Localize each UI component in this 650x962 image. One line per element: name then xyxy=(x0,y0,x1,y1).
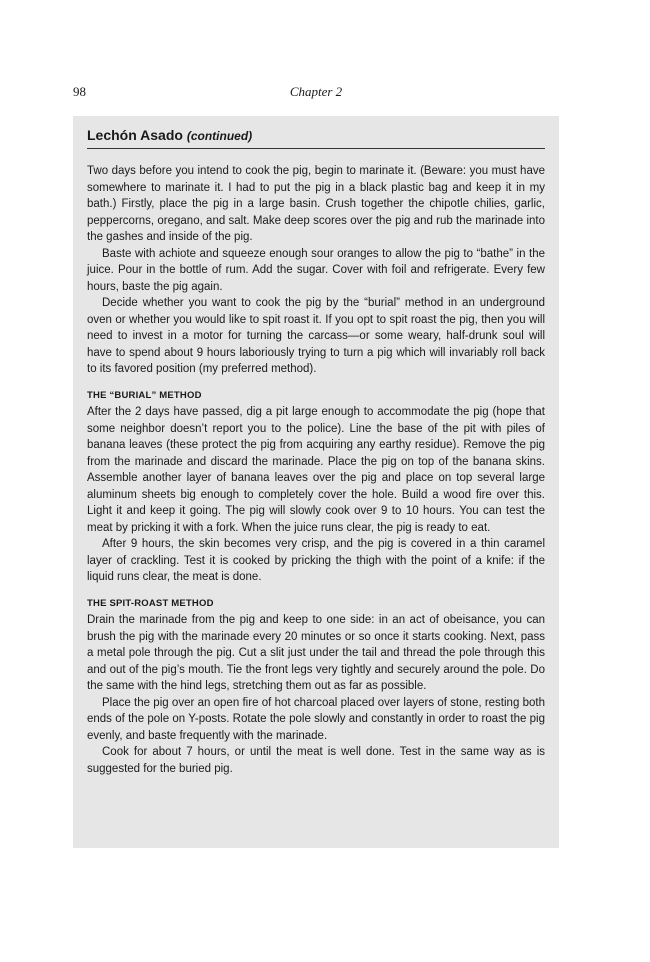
spit-paragraph-2: Place the pig over an open fire of hot charcoal placed over layers of stone, resting both ends of the pole on Y-posts. Rotate the pole slowly and constantly in order to roast the pig evenly, and baste frequently with the marinade. xyxy=(87,696,545,742)
section-gap xyxy=(87,378,545,388)
page-number: 98 xyxy=(73,84,86,99)
recipe-title-suffix: (continued) xyxy=(186,129,253,143)
spit-paragraph-3: Cook for about 7 hours, or until the meat is well done. Test in the same way as is suggested for the buried pig. xyxy=(87,746,545,775)
section-gap xyxy=(87,586,545,596)
chapter-label: Chapter 2 xyxy=(289,84,343,99)
burial-method-heading: THE “BURIAL” METHOD xyxy=(87,389,202,401)
recipe-title-text: Lechón Asado xyxy=(87,127,183,143)
burial-paragraph-2: After 9 hours, the skin becomes very crisp, and the pig is covered in a thin caramel layer of crackling. Test it is cooked by pricking the thigh with the point of a knife: if the liquid runs clear, the meat is done. xyxy=(87,538,545,583)
burial-paragraph-1: After the 2 days have passed, dig a pit large enough to accommodate the pig (hope that some neighbor doesn’t report you to the police). Line the base of the pit with piles of banana leaves (these protect the pig from acquiring any earthy residue). Remove the pig from the marinade and discard the marinade. Place the pig on top of the banana skins. Assemble another layer of banana leaves over the pig and place on top several large aluminum sheets big enough to completely cover the hole. Build a wood fire over this. Light it and keep it going. The pig will slowly cook over 9 to 10 hours. You can test the meat by pricking it with a fork. When the juice runs clear, the pig is ready to eat. xyxy=(87,406,545,534)
intro-paragraph-3: Decide whether you want to cook the pig by the “burial” method in an underground oven or whether you would like to spit roast it. If you opt to spit roast the pig, then you will need to invest in a motor for turning the carcass—or some weary, half-drunk soul will have to spend about 9 hours laboriously trying to turn a pig which will invariably roll back to its favored position (my preferred method). xyxy=(87,297,545,375)
recipe-box xyxy=(73,116,559,848)
spit-roast-method-heading: THE SPIT-ROAST METHOD xyxy=(87,597,214,609)
spit-paragraph-1: Drain the marinade from the pig and keep to one side: in an act of obeisance, you can brush the pig with the marinade every 20 minutes or so once it starts cooking. Next, pass a metal pole through the pig. Cut a slit just under the tail and thread the pole through this and out of the pig’s mouth. Tie the front legs very tightly and securely around the pole. Do the same with the hind legs, stretching them out as far as possible. xyxy=(87,614,545,692)
recipe-title xyxy=(87,126,545,149)
running-head xyxy=(73,84,559,102)
intro-paragraph-1: Two days before you intend to cook the pig, begin to marinate it. (Beware: you must have somewhere to marinate it. I had to put the pig in a black plastic bag and keep it in my bath.) Firstly, place the pig in a large basin. Crush together the chipotle chilies, garlic, peppercorns, oregano, and salt. Make deep scores over the pig and rub the marinade into the gashes and inside of the pig. xyxy=(87,165,545,243)
intro-paragraph-2: Baste with achiote and squeeze enough sour oranges to allow the pig to “bathe” in the juice. Pour in the bottle of rum. Add the sugar. Cover with foil and refrigerate. Every few hours, baste the pig again. xyxy=(87,247,545,293)
